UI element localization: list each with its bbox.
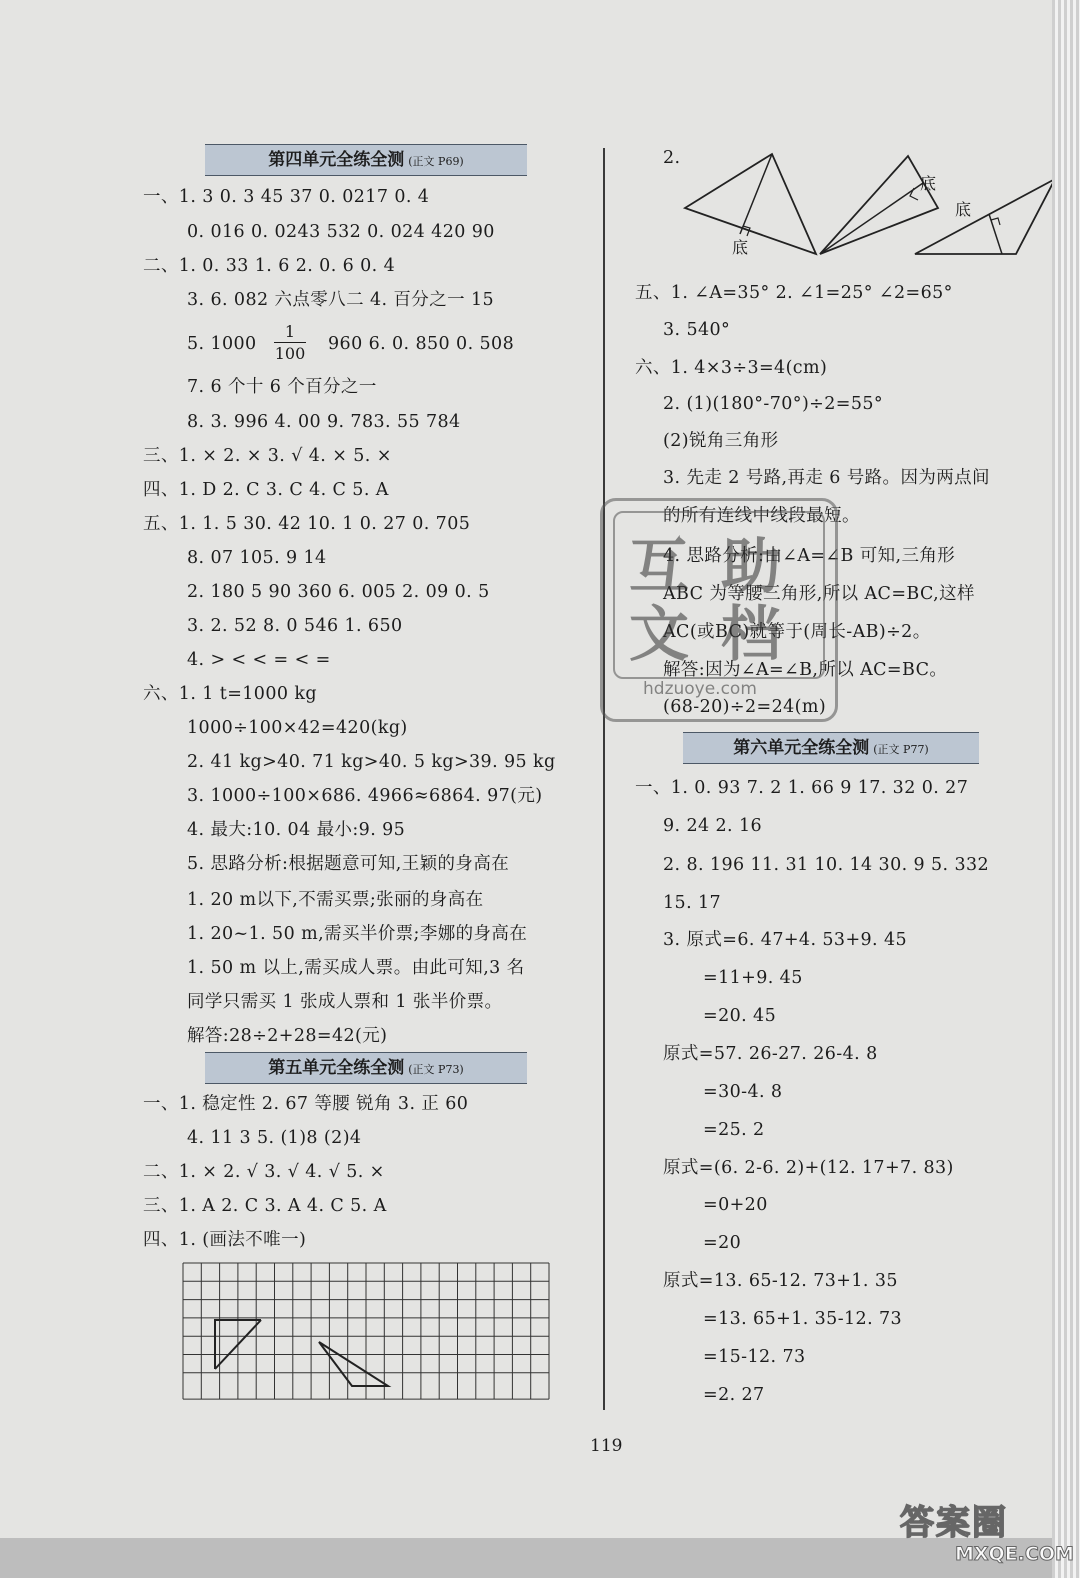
answer-line: 六、1. 4×3÷3=4(cm)	[635, 358, 828, 378]
answer-line: 3. 原式=6. 47+4. 53+9. 45	[663, 930, 908, 950]
triangle-1-height	[740, 154, 772, 234]
answer-line: 5. 1000	[187, 334, 257, 354]
answer-line: 2. 8. 196 11. 31 10. 14 30. 9 5. 332	[663, 855, 990, 875]
unit-5-page-ref: (正文 P73)	[408, 1063, 464, 1076]
unit-4-title: 第四单元全练全测	[268, 150, 405, 170]
answer-line: 2. 180 5 90 360 6. 005 2. 09 0. 5	[187, 582, 490, 602]
answer-line: 三、1. × 2. × 3. √ 4. × 5. ×	[143, 446, 392, 466]
answer-line: 960 6. 0. 850 0. 508	[328, 334, 515, 354]
answer-line: 8. 07 105. 9 14	[187, 548, 327, 568]
stamp-char: 文	[629, 600, 689, 670]
page-edge	[1052, 0, 1080, 1578]
answer-line: 原式=13. 65-12. 73+1. 35	[663, 1271, 898, 1291]
unit-6-page-ref: (正文 P77)	[873, 743, 929, 756]
answer-line: 1. 20~1. 50 m,需买半价票;李娜的身高在	[187, 924, 528, 944]
answer-line: (68-20)÷2=24(m)	[663, 697, 827, 717]
stamp-char: 档	[721, 600, 781, 670]
answer-line: (2)锐角三角形	[663, 431, 779, 451]
answer-line: 二、1. × 2. √ 3. √ 4. √ 5. ×	[143, 1162, 385, 1182]
hdzuoye-stamp	[600, 498, 838, 722]
answer-line: 8. 3. 996 4. 00 9. 783. 55 784	[187, 412, 461, 432]
base-label: 底	[955, 200, 972, 219]
answer-line: 五、1. 1. 5 30. 42 10. 1 0. 27 0. 705	[143, 514, 471, 534]
unit-6-header	[683, 732, 979, 764]
base-label: 底	[920, 174, 937, 193]
triangle-2-height	[820, 183, 923, 254]
answer-line: =0+20	[703, 1195, 768, 1215]
triangle-2	[820, 156, 938, 254]
answer-line: 2. 41 kg>40. 71 kg>40. 5 kg>39. 95 kg	[187, 752, 556, 772]
stamp-url: hdzuoye.com	[643, 679, 757, 699]
answer-line: 同学只需买 1 张成人票和 1 张半价票。	[187, 992, 503, 1012]
answer-line: 3. 先走 2 号路,再走 6 号路。因为两点间	[663, 468, 990, 488]
answer-line: =20	[703, 1233, 742, 1253]
answer-line: 4. 最大:10. 04 最小:9. 95	[187, 820, 406, 840]
answer-line: 原式=(6. 2-6. 2)+(12. 17+7. 83)	[663, 1158, 954, 1178]
answer-line: 二、1. 0. 33 1. 6 2. 0. 6 0. 4	[143, 256, 396, 276]
stamp-char: 助	[721, 532, 781, 602]
answer-line: 3. 540°	[663, 320, 731, 340]
grid-drawing	[182, 1262, 552, 1400]
answer-line: AC(或BC)就等于(周长-AB)÷2。	[663, 622, 931, 642]
unit-4-page-ref: (正文 P69)	[408, 155, 464, 168]
triangle-1	[685, 154, 816, 254]
answer-line: 原式=57. 26-27. 26-4. 8	[663, 1044, 878, 1064]
unit-5-title: 第五单元全练全测	[268, 1058, 405, 1078]
answer-line: 四、1. (画法不唯一)	[143, 1230, 307, 1250]
answer-line: 六、1. 1 t=1000 kg	[143, 684, 317, 704]
answer-line: =30-4. 8	[703, 1082, 783, 1102]
answer-line: 4. > < < = < =	[187, 650, 331, 670]
answer-line: =2. 27	[703, 1385, 765, 1405]
answer-line: 1000÷100×42=420(kg)	[187, 718, 408, 738]
answer-line: 一、1. 0. 93 7. 2 1. 66 9 17. 32 0. 27	[635, 778, 969, 798]
column-divider	[603, 148, 605, 1410]
answer-line: =15-12. 73	[703, 1347, 806, 1367]
unit-5-header	[205, 1052, 527, 1084]
answer-line: 3. 2. 52 8. 0 546 1. 650	[187, 616, 403, 636]
answer-line: 四、1. D 2. C 3. C 4. C 5. A	[143, 480, 389, 500]
answer-line: 2.	[663, 148, 681, 168]
answer-line: 9. 24 2. 16	[663, 816, 763, 836]
answer-line: 解答:因为∠A=∠B,所以 AC=BC。	[663, 660, 948, 680]
answer-line: 五、1. ∠A=35° 2. ∠1=25° ∠2=65°	[635, 283, 953, 303]
answer-line: 1. 50 m 以上,需买成人票。由此可知,3 名	[187, 958, 525, 978]
answer-line: 1. 20 m以下,不需买票;张丽的身高在	[187, 890, 484, 910]
answer-line: 2. (1)(180°-70°)÷2=55°	[663, 394, 884, 414]
answer-line: 一、1. 稳定性 2. 67 等腰 锐角 3. 正 60	[143, 1094, 469, 1114]
answer-line: =13. 65+1. 35-12. 73	[703, 1309, 903, 1329]
right-angle-mark	[215, 1320, 222, 1327]
answer-line: 4. 思路分析:由∠A=∠B 可知,三角形	[663, 546, 956, 566]
answer-line: 0. 016 0. 0243 532 0. 024 420 90	[187, 222, 495, 242]
answer-line: =20. 45	[703, 1006, 777, 1026]
base-label: 底	[732, 238, 749, 257]
unit-4-header	[205, 144, 527, 176]
answer-line: ABC 为等腰三角形,所以 AC=BC,这样	[663, 584, 975, 604]
page-number: 119	[590, 1436, 623, 1456]
triangle-3-height	[989, 214, 1002, 254]
answer-line: 的所有连线中线段最短。	[663, 506, 860, 526]
unit-6-title: 第六单元全练全测	[733, 738, 870, 758]
answer-line: =11+9. 45	[703, 968, 803, 988]
watermark-site: MXQE.COM	[955, 1543, 1074, 1565]
answer-line: 7. 6 个十 6 个百分之一	[187, 377, 377, 397]
fraction-denominator: 100	[274, 344, 306, 363]
bottom-strip	[0, 1538, 1052, 1578]
answer-line: 5. 思路分析:根据题意可知,王颖的身高在	[187, 854, 510, 874]
answer-line: 3. 6. 082 六点零八二 4. 百分之一 15	[187, 290, 495, 310]
fraction-one-hundredth	[268, 322, 312, 363]
watermark-logo: 答案圈	[900, 1503, 1008, 1543]
answer-line: 3. 1000÷100×686. 4966≈6864. 97(元)	[187, 786, 543, 806]
answer-line: 三、1. A 2. C 3. A 4. C 5. A	[143, 1196, 387, 1216]
stamp-char: 互	[629, 532, 689, 602]
answer-line: 一、1. 3 0. 3 45 37 0. 0217 0. 4	[143, 187, 430, 207]
answer-line: 4. 11 3 5. (1)8 (2)4	[187, 1128, 362, 1148]
fraction-numerator: 1	[284, 322, 296, 341]
answer-line: 15. 17	[663, 893, 722, 913]
answer-line: 解答:28÷2+28=42(元)	[187, 1026, 388, 1046]
answer-line: =25. 2	[703, 1120, 765, 1140]
